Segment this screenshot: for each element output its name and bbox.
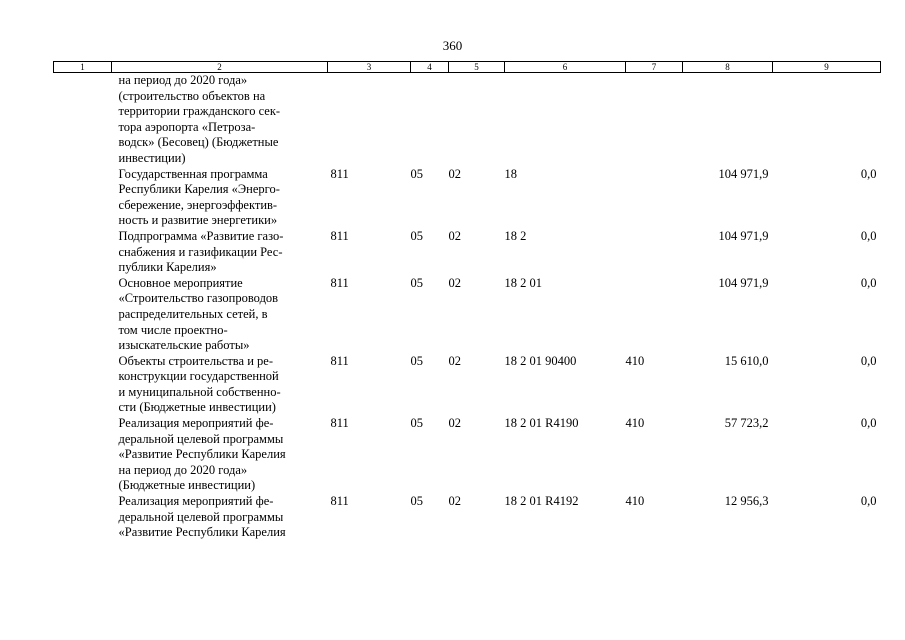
table-row xyxy=(54,276,881,354)
row-admin-code-cell: 811 xyxy=(330,353,349,368)
row-amount2-cell: 0,0 xyxy=(860,353,877,368)
row-subsection-cell: 02 xyxy=(448,494,461,509)
row-amount2-cell xyxy=(773,73,881,167)
row-name-cell: Основное мероприятие «Строительство газопроводов распределительных сетей, в том числе проектно- изыскательские работы» xyxy=(118,275,279,353)
row-subsection-cell: 02 xyxy=(448,416,461,431)
row-amount2-cell: 0,0 xyxy=(860,494,877,509)
row-target-article-cell xyxy=(505,73,626,167)
row-name-cell: Реализация мероприятий фе- деральной целевой программы «Развитие Республики Карелия xyxy=(118,494,286,540)
column-header: 1 xyxy=(54,62,112,73)
row-subsection-cell: 02 xyxy=(448,275,461,290)
row-subsection-cell: 02 xyxy=(448,166,461,181)
row-amount-cell: 104 971,9 xyxy=(718,275,769,290)
row-section-cell: 05 xyxy=(410,494,423,509)
row-amount-cell: 57 723,2 xyxy=(724,416,769,431)
row-section-cell xyxy=(411,73,449,167)
row-empty-cell xyxy=(54,354,112,416)
table-row xyxy=(54,229,881,276)
table-row xyxy=(54,354,881,416)
row-target-article-cell: 18 2 01 xyxy=(504,275,542,290)
row-expense-type-cell: 410 xyxy=(625,416,645,431)
table-row xyxy=(54,494,881,541)
row-amount2-cell: 0,0 xyxy=(860,166,877,181)
row-expense-type-cell: 410 xyxy=(625,494,645,509)
row-name-cell: Государственная программа Республики Карелия «Энерго- сбережение, энергоэффектив- ность и развитие энергетики» xyxy=(118,166,280,228)
row-amount2-cell: 0,0 xyxy=(860,275,877,290)
row-subsection-cell xyxy=(449,73,505,167)
row-amount-cell: 15 610,0 xyxy=(724,353,769,368)
row-empty-cell xyxy=(54,229,112,276)
row-empty-cell xyxy=(54,167,112,229)
column-header: 5 xyxy=(449,62,505,73)
row-target-article-cell: 18 2 01 90400 xyxy=(504,353,577,368)
row-section-cell: 05 xyxy=(410,416,423,431)
row-admin-code-cell: 811 xyxy=(330,228,349,243)
row-amount-cell: 12 956,3 xyxy=(724,494,769,509)
column-header: 7 xyxy=(626,62,683,73)
row-expense-type-cell xyxy=(626,276,683,354)
row-name-cell: Объекты строительства и ре- конструкции государственной и муниципальной собственно- сти (Бюджетные инвестиции) xyxy=(118,353,281,415)
table-row xyxy=(54,167,881,229)
column-header: 2 xyxy=(112,62,328,73)
row-target-article-cell: 18 2 xyxy=(504,228,527,243)
row-section-cell: 05 xyxy=(410,166,423,181)
row-expense-type-cell xyxy=(626,229,683,276)
row-admin-code-cell: 811 xyxy=(330,494,349,509)
row-empty-cell xyxy=(54,73,112,167)
column-header: 8 xyxy=(683,62,773,73)
row-section-cell: 05 xyxy=(410,275,423,290)
row-amount-cell: 104 971,9 xyxy=(718,228,769,243)
column-number-header xyxy=(54,62,881,73)
row-subsection-cell: 02 xyxy=(448,353,461,368)
row-amount2-cell: 0,0 xyxy=(860,416,877,431)
row-admin-code-cell: 811 xyxy=(330,275,349,290)
row-empty-cell xyxy=(54,494,112,541)
row-amount-cell xyxy=(683,73,773,167)
row-target-article-cell: 18 xyxy=(504,166,517,181)
row-name-cell: на период до 2020 года» (строительство объектов на территории гражданского сек- тора аэропорта «Петроза- водск» (Бесовец) (Бюджетные инвестиции) xyxy=(118,73,281,165)
page-number: 360 xyxy=(442,38,463,53)
row-empty-cell xyxy=(54,416,112,494)
table-body xyxy=(54,73,881,541)
row-expense-type-cell xyxy=(626,73,683,167)
row-expense-type-cell: 410 xyxy=(625,353,645,368)
row-name-cell: Подпрограмма «Развитие газо- снабжения и газификации Рес- публики Карелия» xyxy=(118,228,284,275)
row-amount2-cell: 0,0 xyxy=(860,228,877,243)
table-row xyxy=(54,416,881,494)
row-empty-cell xyxy=(54,276,112,354)
row-expense-type-cell xyxy=(626,167,683,229)
row-target-article-cell: 18 2 01 R4192 xyxy=(504,494,579,509)
row-target-article-cell: 18 2 01 R4190 xyxy=(504,416,579,431)
column-header: 3 xyxy=(328,62,411,73)
row-admin-code-cell: 811 xyxy=(330,416,349,431)
row-admin-code-cell: 811 xyxy=(330,166,349,181)
column-header: 4 xyxy=(411,62,449,73)
row-subsection-cell: 02 xyxy=(448,228,461,243)
row-admin-code-cell xyxy=(328,73,411,167)
column-header: 9 xyxy=(773,62,881,73)
row-section-cell: 05 xyxy=(410,228,423,243)
row-section-cell: 05 xyxy=(410,353,423,368)
row-amount-cell: 104 971,9 xyxy=(718,166,769,181)
row-name-cell: Реализация мероприятий фе- деральной целевой программы «Развитие Республики Карелия на период до 2020 года» (Бюджетные инвестиции) xyxy=(118,416,286,493)
table-row xyxy=(54,73,881,167)
budget-table xyxy=(53,61,881,541)
column-header: 6 xyxy=(505,62,626,73)
